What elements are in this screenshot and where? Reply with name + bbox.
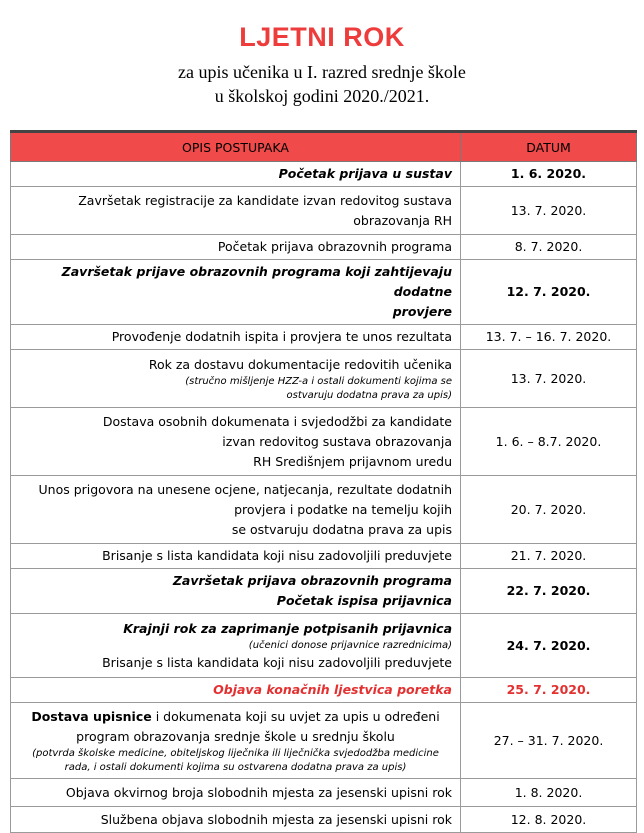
row-date: 20. 7. 2020. [461,476,637,544]
table-row [11,260,637,325]
row-date: 1. 6. 2020. [461,162,637,187]
row-description [11,476,461,544]
row-text: i dokumenata koji su uvjet za upis u određeni [151,708,440,724]
table-row [11,350,637,408]
table-row [11,408,637,476]
row-date: 25. 7. 2020. [461,678,637,703]
row-date: 24. 7. 2020. [461,614,637,678]
row-text-line: Početak ispisa prijavnica [276,593,452,608]
row-note: (stručno mišljenje HZZ-a i ostali dokumenti kojima se [185,375,452,387]
row-text-line: obrazovanja RH [353,212,452,228]
row-text-line: izvan redovitog sustava obrazovanja [222,433,452,449]
row-text-line: Brisanje s lista kandidata koji nisu zadovoljili preduvjete [102,654,452,670]
row-description [11,408,461,476]
header-description: OPIS POSTUPAKA [11,132,461,162]
table-row [11,235,637,260]
row-description: Brisanje s lista kandidata koji nisu zadovoljili preduvjete [11,544,461,569]
row-note: (potvrda školske medicine, obiteljskog liječnika ili liječnička svjedodžba medicine [32,747,439,759]
row-description: Početak prijava u sustav [11,162,461,187]
row-date: 13. 7. 2020. [461,350,637,408]
row-note: (učenici donose prijavnice razrednicima) [248,639,452,651]
row-text-line: Unos prigovora na unesene ocjene, natjecanja, rezultate dodatnih [38,481,452,497]
row-text-line: program obrazovanja srednje škole u srednju školu [76,728,395,744]
row-description [11,350,461,408]
row-text-line: Završetak registracije za kandidate izvan redovitog sustava [78,192,452,208]
row-date: 12. 7. 2020. [461,260,637,325]
row-description [11,187,461,235]
row-date: 21. 7. 2020. [461,544,637,569]
row-text-line: provjera i podatke na temelju kojih [234,501,452,517]
row-date: 8. 7. 2020. [461,235,637,260]
row-description [11,703,461,779]
row-date: 13. 7. 2020. [461,187,637,235]
row-description: Službena objava slobodnih mjesta za jesenski upisni rok [11,807,461,833]
row-description: Objava konačnih ljestvica poretka [11,678,461,703]
row-text-line: Završetak prijava obrazovnih programa [172,573,452,588]
row-text-line: se ostvaruju dodatna prava za upis [231,521,452,537]
row-description: Početak prijava obrazovnih programa [11,235,461,260]
subtitle-line-2: u školskoj godini 2020./2021. [214,86,430,106]
subtitle-line-1: za upis učenika u I. razred srednje škole [178,62,466,82]
row-description [11,569,461,614]
table-row [11,162,637,187]
table-row [11,187,637,235]
table-row [11,779,637,807]
row-text-line: provjere [392,304,452,319]
table-header-row [11,132,637,162]
table-row [11,614,637,678]
row-description [11,260,461,325]
row-text-line: Rok za dostavu dokumentacije redovitih učenika [148,356,452,372]
row-date: 27. – 31. 7. 2020. [461,703,637,779]
row-note: rada, i ostali dokumenti kojima su ostvarena dodatna prava za upis) [64,761,407,773]
row-date: 1. 8. 2020. [461,779,637,807]
row-note: ostvaruju dodatna prava za upis) [286,389,452,401]
table-row [11,807,637,833]
row-date: 1. 6. – 8.7. 2020. [461,408,637,476]
row-date: 22. 7. 2020. [461,569,637,614]
row-description: Provođenje dodatnih ispita i provjera te unos rezultata [11,325,461,350]
row-text-line: Krajnji rok za zaprimanje potpisanih prijavnica [123,620,452,636]
row-date: 13. 7. – 16. 7. 2020. [461,325,637,350]
row-text-line: Završetak prijave obrazovnih programa koji zahtijevaju dodatne [61,264,452,299]
row-text-line: Dostava osobnih dokumenata i svjedodžbi za kandidate [102,413,452,429]
row-text-line: RH Središnjem prijavnom uredu [253,453,452,469]
table-row [11,476,637,544]
table-row [11,569,637,614]
row-description [11,614,461,678]
table-row [11,703,637,779]
row-description: Objava okvirnog broja slobodnih mjesta za jesenski upisni rok [11,779,461,807]
row-bold-text: Dostava upisnice [31,708,152,724]
row-text-line [19,707,452,727]
header-date: DATUM [461,132,637,162]
table-row [11,678,637,703]
schedule-table [10,130,637,833]
table-row [11,544,637,569]
table-row [11,325,637,350]
row-date: 12. 8. 2020. [461,807,637,833]
page-title: LJETNI ROK [239,22,405,52]
